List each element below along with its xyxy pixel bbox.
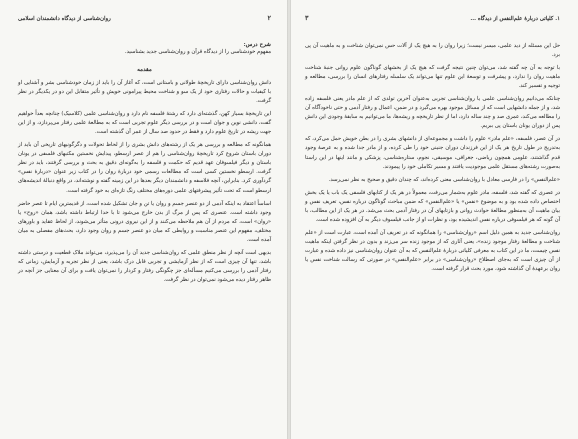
paragraph: «علم‌النفس» را در فارسی معادل با روان‌شناسی معنی کرده‌اند، که چندان دقیق و صحیح به نظر نمی‌رسد. bbox=[328, 176, 560, 183]
paragraph: اساساً اعتقاد به اینکه آدمی از دو عنصر جسم و روان یا تن و جان تشکیل شده است، از قدیمترین ایام تا عصر حاضر وجود داشته است. عنصری که پس از مرگ از بدن خارج می‌شود تا با خدا ارتباط داشته باشد، همان «روح» یا «روان» است، که مردم از آن هم ملاحظه می‌کنند و از این نیروی درونی متأثر می‌شوند، از لحاظ عقاید و باورهای مختلف، مفهوم این عنصر مناسبت و روابطی که میان دو عنصر جسم و روان وجود دارد، بحث‌های مفصلی به میان آمده است. bbox=[18, 200, 271, 243]
section-heading: مقدمه bbox=[137, 67, 152, 73]
paragraph: بدیهی است آنچه از نظر منطق علمی که روان‌شناسی جدید آن را می‌پذیرد، می‌تواند ملاک قطعیت و درستی داشته باشد، تنها آن چیزی است که از نظر آزمایشی و تجربی قابل درک باشد، یعنی از نظر تجربه و آزمایش، زمانی که رفتار آدمی را بررسی می‌کنیم مسأله‌ای جز چگونگی رفتار و کردار را نمی‌توان یافت و برای آن معنایی جز آنچه در ظاهر رفتار دیده می‌شود نمی‌توان در نظر گرفت. bbox=[18, 249, 271, 283]
paragraph: حل این مسئله از دید علمی، میسر نیست؛ زیرا روان را به هیچ یک از آلات حس نمی‌توان شناخت و به ماهیت آن پی برد. bbox=[305, 43, 560, 59]
lesson-objective: مفهوم خودشناسی را از دیدگاه قرآن و روان‌شناسی جدید بشناسید. bbox=[124, 49, 271, 55]
left-running-title: روان‌شناسی از دیدگاه دانشمندان اسلامی bbox=[18, 16, 111, 22]
right-page-number: ۳ bbox=[305, 14, 309, 22]
left-running-head bbox=[18, 14, 271, 22]
paragraph: چنانکه می‌دانیم روان‌شناسی علمی یا روان‌شناسی تجربی به‌عنوان آخرین تولدی که از علم مادر یعنی فلسفه زاده شد، و از جمله دانشهایی است که از مسائل موجود بهره می‌گیرد و در ضمن، اعمال و رفتار آدمی و حتی ناخودآگاه آن را مطالعه می‌کند، عمری صد و چند ساله دارد، اما از نظر تاریخچه و ریشه‌ها، ما می‌توانیم به سابقهٔ وجودی این دانش پس از دوران یونان باستان پی ببریم. bbox=[305, 96, 560, 130]
paragraph: این تاریخچهٔ بسیار کهن، گذشته‌ای دارد که رشتهٔ فلسفه نام دارد و روان‌شناسی علمی (کلاسیک) چنانچه بعداً خواهیم گفت، دانشی نوین و جوان است و در بررسی دیگر علوم تجربی است که به مطالعهٔ علمی رفتار می‌پردازد، و از این جهت ریشه در تاریخ علوم دارد و فقط در حدود صد سال از عمر آن گذشته است. bbox=[18, 111, 271, 136]
right-page bbox=[291, 0, 578, 439]
right-running-head bbox=[305, 14, 560, 22]
paragraph: دانش روان‌شناسی دارای تاریخچهٔ طولانی و باستانی است، که آغاز آن را باید از زمان خودشناسی بشر و آشنایی او با کیفیات و حالات رفتاری خود از یک سو و شناخت محیط پیرامونی خویش و تأثیر متقابل این دو در یکدیگر در نظر گرفت. bbox=[18, 80, 271, 105]
outline-heading: شرح درس: bbox=[243, 42, 271, 48]
paragraph: روان‌شناسی جدید به همین دلیل اسم «روان‌شناسی» را همانگونه که در تعریف آن آمده است، عبارت است از «علم شناخت و مطالعهٔ رفتار موجود زنده»، یعنی آثاری که از موجود زنده سر می‌زند و بدون در نظر گرفتن اینکه ماهیت نفس چیست، ما در این کتاب به معرفی کلیاتی دربارهٔ علم‌النفس که به آن عنوان روان‌شناسی نیز داده شده و عبارت از آن چیزی است که به‌جای اصطلاح «روان‌شناسی» در برابر «علم‌النفس» در صورتی که رسالت شناخت نفس یا روان برعهدهٔ آن گذاشته شود، مورد بحث قرار گرفته است. bbox=[305, 229, 560, 273]
left-page bbox=[0, 0, 287, 439]
paragraph: در آن عصر، فلسفه، «علم مادر» علوم را داشت و مجموعه‌ای از دانشهای بشری را در بطن خویش حمل می‌کرد، که به‌تدریج در طول تاریخ هر یک از این فرزندان دوران جنینی خود را طی کرده، و از مادر جدا شده و به عرصهٔ وجود قدم گذاشتند، علومی همچون ریاضی، جغرافی، موسیقی، نجوم، ستاره‌شناسی، پزشکی و مانند اینها در این راستا به‌صورت رشته‌های مستقل علمی موجودیت یافتند و مسیر تکاملی خود را پیمودند. bbox=[305, 136, 560, 170]
left-page-number: ۲ bbox=[267, 14, 271, 22]
paragraph: همانگونه که مطالعه و بررسی هر یک از رشته‌های دانش بشری را از لحاظ تحولات و دگرگونیهای تاریخی آن باید از دوران باستان شروع کرد تاریخچهٔ روان‌شناسی را هم از عصر ارسطو، پیدایش نخستین مکتبهای فلسفی در یونان باستان و دیگر فیلسوفان عهد قدیم که حکمت و فلسفه را به‌گونه‌ای دقیق به بحث و بررسی گرفتند، باید در نظر گرفت. ارسطو نخستین کسی است که مطالعات رسمی خود دربارهٔ روان را در کتاب زیر عنوان «دربارهٔ نفس» گردآوری کرد. بنابراین، آنچه فلاسفه و دانشمندان دیگر بعدها در این زمینه گفته و نوشته‌اند، در واقع دنبالهٔ اندیشه‌های ارسطو است که تحت تأثیر پیشرفتهای علمی دوره‌های مختلف رنگ تازه‌ای به خود گرفته است. bbox=[18, 142, 271, 194]
paragraph: با توجه به آن چه گفته شد، می‌توان چنین نتیجه گرفت که هیچ یک از بخشهای گوناگون علوم روانی جنبهٔ شناخت ماهیت روان را ندارد، و پیشرفت و توسعهٔ این علوم تنها می‌تواند یک سلسله رفتارهای انسان را بررسی، مطالعه و توجیه و تفسیر کند. bbox=[305, 65, 560, 90]
paragraph: در عصری که گفته شد، فلسفه، مادر علوم به‌شمار می‌رفت، معمولاً در هر یک از کتابهای فلسفی یک باب یا یک بخش اختصاص داده شده بود و به موضوع «نفس» یا «علم‌النفس» که ضمن مباحث گوناگون درباره نفس، تعریف نفس و بیان ماهیت آن به‌منظور مطالعهٔ حوادث روانی و بازتابهای آن در رفتار آدمی بحث می‌شد. در هر یک از این مطالب، با آن گونه که هر فیلسوفی درباره نفس اندیشیده بود، و نظرات او از جانب فیلسوف دیگر به آن افزوده شده است. bbox=[305, 189, 560, 223]
right-running-title: ۱. کلیاتی دربارهٔ علم‌النفس از دیدگاه ... bbox=[470, 16, 560, 22]
